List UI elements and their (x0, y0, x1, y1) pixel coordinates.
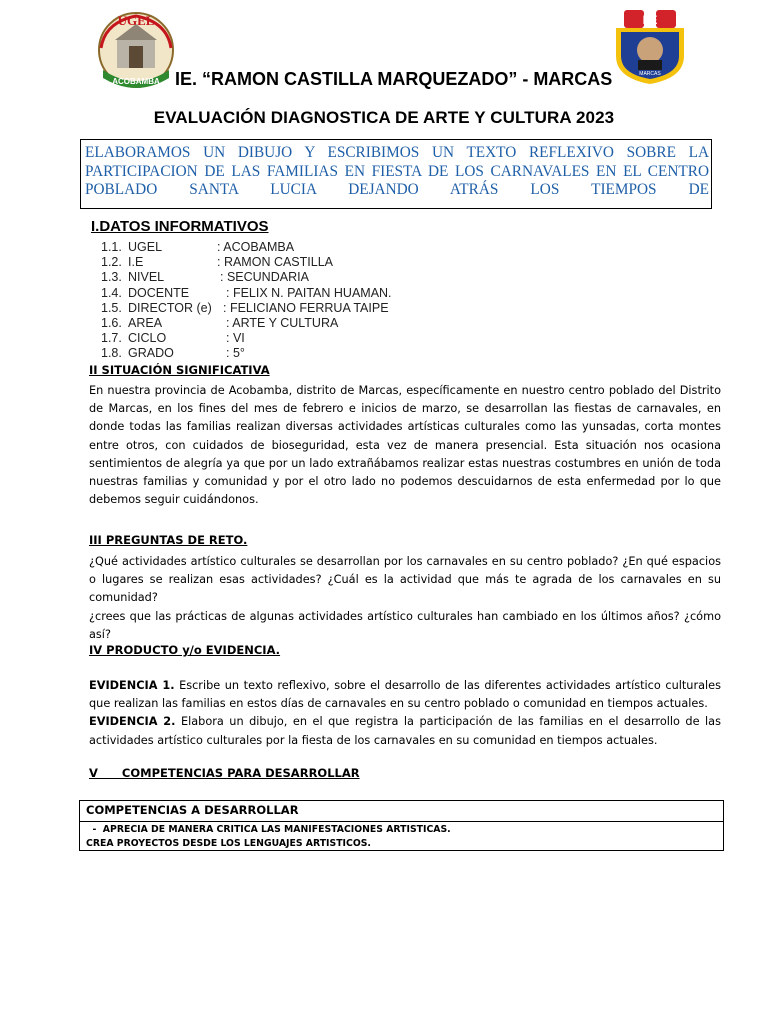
datos-value: : ARTE Y CULTURA (226, 316, 339, 331)
ugel-logo (95, 8, 177, 90)
datos-row-ie (101, 255, 392, 270)
producto-heading: IV PRODUCTO y/o EVIDENCIA. (89, 643, 281, 657)
datos-number: 1.3. (101, 270, 122, 285)
datos-label: AREA (128, 316, 163, 331)
competencia-row: - APRECIA DE MANERA CRITICA LAS MANIFESTACIONES ARTISTICAS. (86, 824, 451, 835)
datos-value: : SECUNDARIA (220, 270, 309, 285)
datos-value: : FELICIANO FERRUA TAIPE (223, 300, 389, 315)
datos-label: DIRECTOR (e) (128, 300, 212, 315)
evidencia-2 (89, 713, 721, 749)
datos-label: UGEL (128, 240, 163, 254)
competencias-heading: V COMPETENCIAS PARA DESARROLLAR (89, 766, 360, 780)
ugel-logo-label: UGEL (117, 13, 155, 28)
competencias-table (79, 800, 724, 851)
ugel-logo-subtitle: ACOBAMBA (112, 77, 160, 86)
producto-paragraph (89, 677, 721, 750)
school-title: IE. “RAMON CASTILLA MARQUEZADO” - MARCAS (175, 69, 613, 89)
datos-value: : ACOBAMBA (217, 240, 295, 254)
datos-row-nivel (101, 270, 392, 285)
situacion-heading: II SITUACIÓN SIGNIFICATIVA (89, 363, 270, 377)
datos-row-grado (101, 346, 392, 361)
evidencia-2-label: EVIDENCIA 2. (89, 715, 176, 729)
preguntas-heading: III PREGUNTAS DE RETO. (89, 533, 248, 547)
activity-title-box (80, 139, 712, 209)
activity-title-text: ELABORAMOS UN DIBUJO Y ESCRIBIMOS UN TEXTO REFLEXIVO SOBRE LA PARTICIPACION DE LAS FAMILIAS EN FIESTA DE LOS CARNAVALES EN EL CENTRO POBLADO SANTA LUCIA DEJANDO ATRÁS LOS TIEMPOS DE (85, 144, 709, 198)
datos-number: 1.1. (101, 240, 122, 254)
evidencia-1-text: Escribe un texto reflexivo, sobre el desarrollo de las diferentes actividades artístico culturales que realizan las familias en estos días de carnavales en su centro poblado o comunidad en tiempos actuales. (89, 679, 721, 711)
datos-value: : RAMON CASTILLA (217, 255, 333, 270)
datos-row-ciclo (101, 331, 392, 346)
evidencia-1-label: EVIDENCIA 1. (89, 679, 175, 692)
datos-row-area (101, 316, 392, 331)
competencias-table-header: COMPETENCIAS A DESARROLLAR (80, 801, 723, 822)
preguntas-text-1: ¿Qué actividades artístico culturales se desarrollan por los carnavales en su centro poblado? ¿En qué espacios o lugares se realizan esas actividades? ¿Cuál es la actividad que más te agrada de los carnavales en su comunidad? (89, 555, 721, 605)
school-crest-logo (610, 8, 690, 86)
datos-label: DOCENTE (128, 285, 190, 300)
datos-row-docente (101, 286, 392, 301)
datos-number: 1.6. (101, 316, 122, 331)
datos-value: : FELIX N. PAITAN HUAMAN. (226, 285, 392, 300)
preguntas-text-2: ¿crees que las prácticas de algunas actividades artístico culturales han cambiado en los últimos años? ¿cómo así? (89, 609, 721, 641)
evidencia-1 (89, 677, 721, 713)
datos-number: 1.8. (101, 346, 122, 361)
datos-list (101, 240, 392, 362)
datos-label: GRADO (128, 346, 174, 361)
situacion-paragraph (89, 382, 721, 509)
datos-label: CICLO (128, 331, 167, 346)
datos-label: NIVEL (128, 270, 165, 285)
datos-heading: I.DATOS INFORMATIVOS (91, 218, 269, 235)
school-crest-subtitle: MARCAS (639, 71, 661, 77)
datos-number: 1.5. (101, 300, 122, 315)
datos-row-director (101, 301, 392, 316)
datos-number: 1.2. (101, 255, 122, 270)
datos-row-ugel (101, 240, 392, 255)
evaluation-title: EVALUACIÓN DIAGNOSTICA DE ARTE Y CULTURA 2023 (153, 108, 615, 127)
school-crest-letters: I E (642, 13, 658, 27)
datos-number: 1.4. (101, 285, 122, 300)
evidencia-2-text: Elabora un dibujo, en el que registra la participación de las familias en el desarrollo de las actividades artístico culturales por la fiesta de los carnavales en su comunidad en tiempos actuales. (89, 715, 721, 747)
preguntas-paragraph (89, 553, 721, 644)
situacion-text: En nuestra provincia de Acobamba, distrito de Marcas, específicamente en nuestro centro poblado del Distrito de Marcas, en los fines del mes de febrero e inicios de marzo, se desarrollan las fiestas de carnavales, en donde todas las familias realizan diversas actividades artísticas culturales como las yunsadas, corta montes entre otros, con cuidados de bioseguridad, esta vez de manera presencial. Esta situación nos ocasiona sentimientos de alegría ya que por un lado extrañábamos realizar estas nuestras costumbres en unión de toda nuestras familias y comunidad y por el otro lado no podemos descuidarnos de esta enfermedad por lo que debemos seguir cuidándonos. (89, 384, 721, 507)
competencia-row: CREA PROYECTOS DESDE LOS LENGUAJES ARTISTICOS. (86, 838, 371, 849)
datos-label: I.E (128, 255, 144, 270)
datos-value: : 5° (226, 346, 245, 361)
datos-number: 1.7. (101, 331, 122, 346)
datos-value: : VI (226, 331, 245, 346)
